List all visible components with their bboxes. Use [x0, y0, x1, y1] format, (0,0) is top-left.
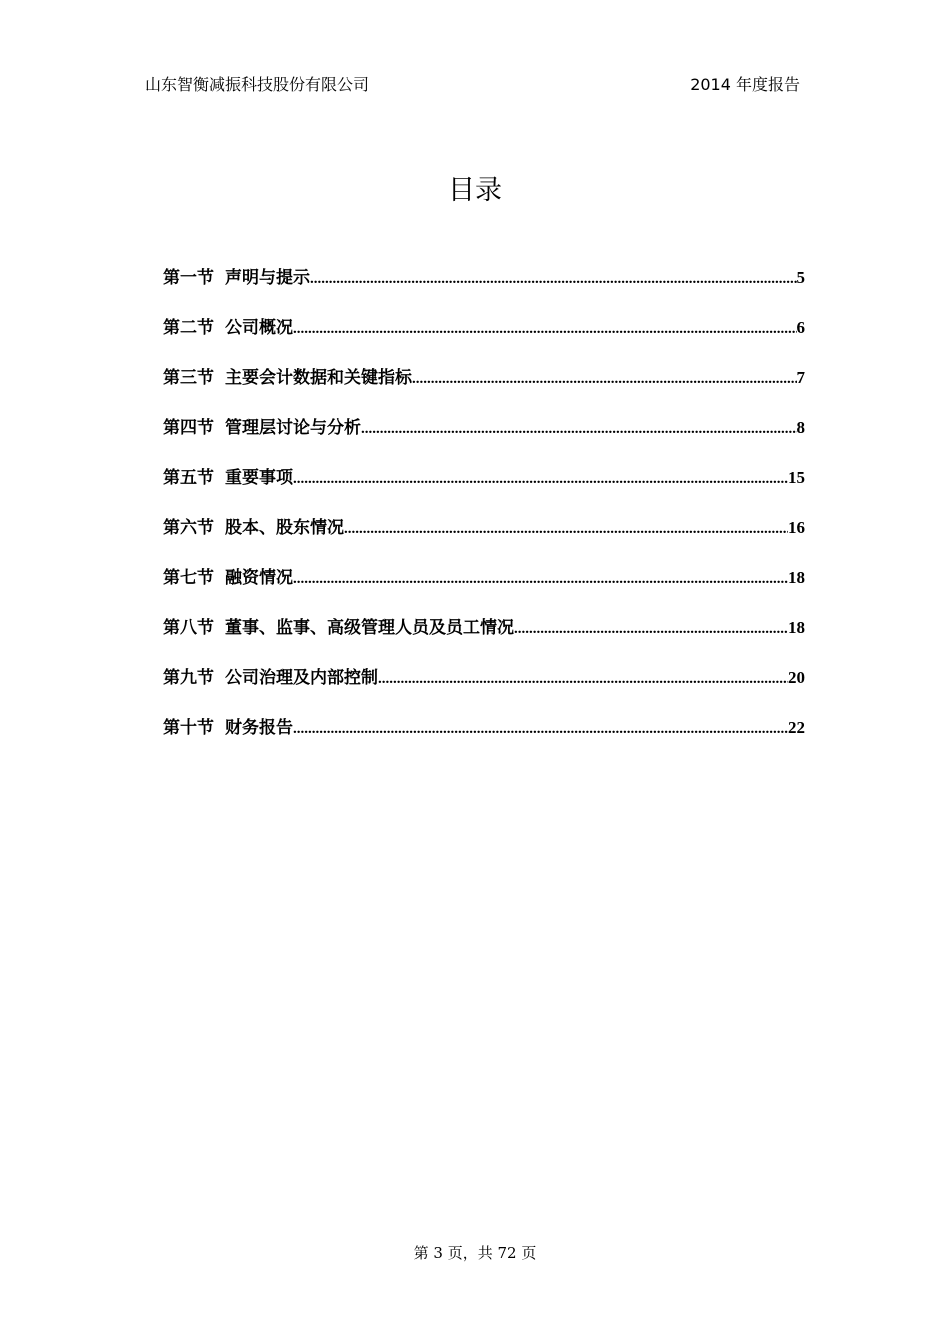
toc-section-number: 第十节 — [163, 718, 214, 738]
toc-entry[interactable] — [163, 413, 805, 463]
toc-entry[interactable] — [163, 563, 805, 613]
toc-section-number: 第八节 — [163, 618, 214, 638]
toc-section-title: 主要会计数据和关键指标 — [225, 368, 412, 388]
header-report-title: 2014 年度报告 — [690, 75, 800, 94]
toc-dot-leader — [514, 614, 788, 644]
toc-section-number: 第二节 — [163, 318, 214, 338]
toc-title: 目录 — [448, 175, 502, 206]
toc-page-number: 6 — [796, 318, 805, 337]
toc-entry[interactable] — [163, 463, 805, 513]
toc-section-title: 公司概况 — [225, 318, 293, 338]
toc-entry[interactable] — [163, 513, 805, 563]
toc-page-number: 20 — [788, 668, 805, 687]
toc-page-number: 22 — [788, 718, 805, 737]
toc-page-number: 18 — [788, 618, 805, 637]
toc-section-number: 第四节 — [163, 418, 214, 438]
toc-section-number: 第一节 — [163, 268, 214, 288]
toc-dot-leader — [378, 664, 788, 694]
toc-page-number: 16 — [788, 518, 805, 537]
toc-section-number: 第五节 — [163, 468, 214, 488]
toc-section-title: 管理层讨论与分析 — [225, 418, 361, 438]
toc-page-number: 15 — [788, 468, 805, 487]
toc-dot-leader — [293, 714, 788, 744]
toc-list — [163, 263, 805, 763]
toc-page-number: 7 — [796, 368, 805, 387]
toc-section-number: 第六节 — [163, 518, 214, 538]
toc-page-number: 5 — [796, 268, 805, 287]
header-company-name: 山东智衡减振科技股份有限公司 — [145, 75, 370, 94]
toc-section-title: 声明与提示 — [225, 268, 310, 288]
page-footer: 第 3 页，共 72 页 — [413, 1244, 537, 1262]
toc-section-number: 第七节 — [163, 568, 214, 588]
toc-section-title: 股本、股东情况 — [225, 518, 344, 538]
toc-section-title: 董事、监事、高级管理人员及员工情况 — [225, 618, 514, 638]
toc-dot-leader — [344, 514, 788, 544]
toc-dot-leader — [310, 264, 797, 294]
toc-section-title: 财务报告 — [225, 718, 293, 738]
toc-dot-leader — [293, 564, 788, 594]
toc-entry[interactable] — [163, 263, 805, 313]
toc-entry[interactable] — [163, 613, 805, 663]
toc-entry[interactable] — [163, 313, 805, 363]
toc-section-title: 重要事项 — [225, 468, 293, 488]
toc-section-title: 公司治理及内部控制 — [225, 668, 378, 688]
toc-section-title: 融资情况 — [225, 568, 293, 588]
toc-page-number: 18 — [788, 568, 805, 587]
toc-entry[interactable] — [163, 363, 805, 413]
toc-entry[interactable] — [163, 663, 805, 713]
toc-dot-leader — [412, 364, 797, 394]
toc-dot-leader — [361, 414, 797, 444]
toc-entry[interactable] — [163, 713, 805, 763]
toc-dot-leader — [293, 464, 788, 494]
toc-section-number: 第三节 — [163, 368, 214, 388]
toc-page-number: 8 — [796, 418, 805, 437]
toc-dot-leader — [293, 314, 797, 344]
toc-section-number: 第九节 — [163, 668, 214, 688]
